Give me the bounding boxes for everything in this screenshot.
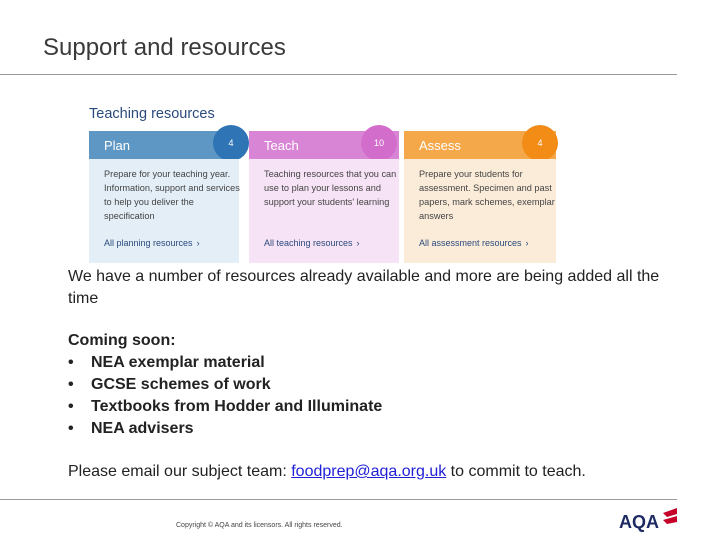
teach-card-header [249,131,399,159]
logo-swoosh-icon [663,516,677,524]
bullet-icon: • [68,398,74,415]
email-suffix: to commit to teach. [446,463,586,480]
list-item-text: NEA advisers [91,420,194,437]
assess-card[interactable] [404,131,556,263]
plan-link-label: All planning resources [104,238,193,248]
plan-card[interactable] [89,131,239,263]
logo-swoosh-icon [663,508,677,517]
aqa-logo-text: AQA [619,512,659,532]
plan-card-title: Plan [104,138,131,153]
list-item [68,418,668,440]
intro-paragraph: We have a number of resources already available and more are being added all the time [68,268,660,307]
email-link[interactable]: foodprep@aqa.org.uk [291,463,447,480]
title-divider [0,74,677,75]
chevron-right-icon: › [356,238,360,248]
chevron-right-icon: › [525,238,529,248]
bullet-icon: • [68,354,74,371]
assess-card-title: Assess [419,138,461,153]
teach-card-description: Teaching resources that you can use to plan your lessons and support your students' learning [264,169,397,207]
list-item [68,396,668,418]
copyright-text: Copyright © AQA and its licensors. All rights reserved. [176,522,343,529]
teaching-resources-panel [86,98,562,264]
slide-title: Support and resources [43,34,286,61]
assess-link-label: All assessment resources [419,238,522,248]
list-item-text: Textbooks from Hodder and Illuminate [91,398,383,415]
aqa-logo [619,508,679,532]
assess-card-description: Prepare your students for assessment. Specimen and past papers, mark schemes, exemplar answers [419,169,555,221]
plan-card-body [89,159,239,263]
plan-count-badge: 4 [213,125,249,161]
footer-divider [0,499,677,500]
all-planning-resources-link[interactable] [104,238,200,248]
list-item [68,352,668,374]
teach-card-body [249,159,399,263]
body-text [68,266,668,483]
email-prefix: Please email our subject team: [68,463,292,480]
teach-link-label: All teaching resources [264,238,353,248]
coming-soon-heading: Coming soon: [68,332,176,349]
assess-card-body [404,159,556,263]
teach-card-title: Teach [264,138,299,153]
list-item-text: GCSE schemes of work [91,376,271,393]
bullet-icon: • [68,420,74,437]
plan-card-header [89,131,239,159]
chevron-right-icon: › [196,238,200,248]
coming-soon-section [68,330,668,440]
assess-count-badge: 4 [522,125,558,161]
plan-card-description: Prepare for your teaching year. Information, support and services to help you deliver the specification [104,169,240,221]
teach-count-badge: 10 [361,125,397,161]
assess-card-header [404,131,556,159]
all-assessment-resources-link[interactable] [419,238,529,248]
bullet-icon: • [68,376,74,393]
list-item-text: NEA exemplar material [91,354,265,371]
list-item [68,374,668,396]
teaching-resources-heading: Teaching resources [89,106,215,122]
all-teaching-resources-link[interactable] [264,238,360,248]
teach-card[interactable] [249,131,399,263]
email-paragraph [68,461,668,483]
